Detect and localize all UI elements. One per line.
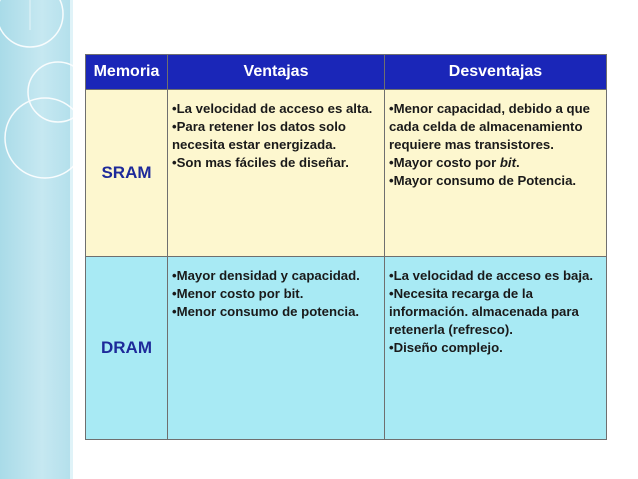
sram-desventaja-line: cada celda de almacenamiento [389,119,583,134]
dram-ventaja-line: •Mayor densidad y capacidad. [172,268,360,283]
header-desventajas: Desventajas [385,55,607,90]
dram-desventaja-line: •Diseño complejo. [389,340,503,355]
dram-desventaja-line: •La velocidad de acceso es baja. [389,268,593,283]
row-label-dram: DRAM [86,257,168,440]
dram-desventaja-line: •Necesita recarga de la [389,286,533,301]
dram-ventaja-line: •Menor costo por bit. [172,286,304,301]
sram-ventajas [168,90,385,257]
sram-ventaja-line: •Para retener los datos solo [172,119,346,134]
sram-ventaja-line: necesita estar energizada. [172,137,337,152]
sram-ventaja-line: •La velocidad de acceso es alta. [172,101,373,116]
sram-desventaja-line [389,154,602,172]
sram-desventaja-line: •Menor capacidad, debido a que [389,101,590,116]
memory-comparison-table [85,54,607,440]
deco-circle-top [0,0,63,47]
dram-desventajas [385,257,607,440]
header-memoria: Memoria [86,55,168,90]
sram-desventaja-line: •Mayor consumo de Potencia. [389,173,577,188]
text-span: •Mayor costo por [389,155,500,170]
sram-desventajas [385,90,607,257]
deco-circle-large [5,98,85,178]
header-ventajas: Ventajas [168,55,385,90]
deco-circle-middle [28,62,88,122]
text-span: . [516,155,520,170]
table-row-sram [86,90,607,257]
sram-ventaja-line: •Son mas fáciles de diseñar. [172,155,349,170]
dram-ventaja-line: •Menor consumo de potencia. [172,304,360,319]
italic-bit: bit [499,155,516,170]
table-header-row [86,55,607,90]
dram-desventaja-line: retenerla (refresco). [389,322,513,337]
dram-desventaja-line: información. almacenada para [389,304,579,319]
dram-ventajas [168,257,385,440]
table-row-dram [86,257,607,440]
row-label-sram: SRAM [86,90,168,257]
sram-desventaja-line: requiere mas transistores. [389,137,554,152]
